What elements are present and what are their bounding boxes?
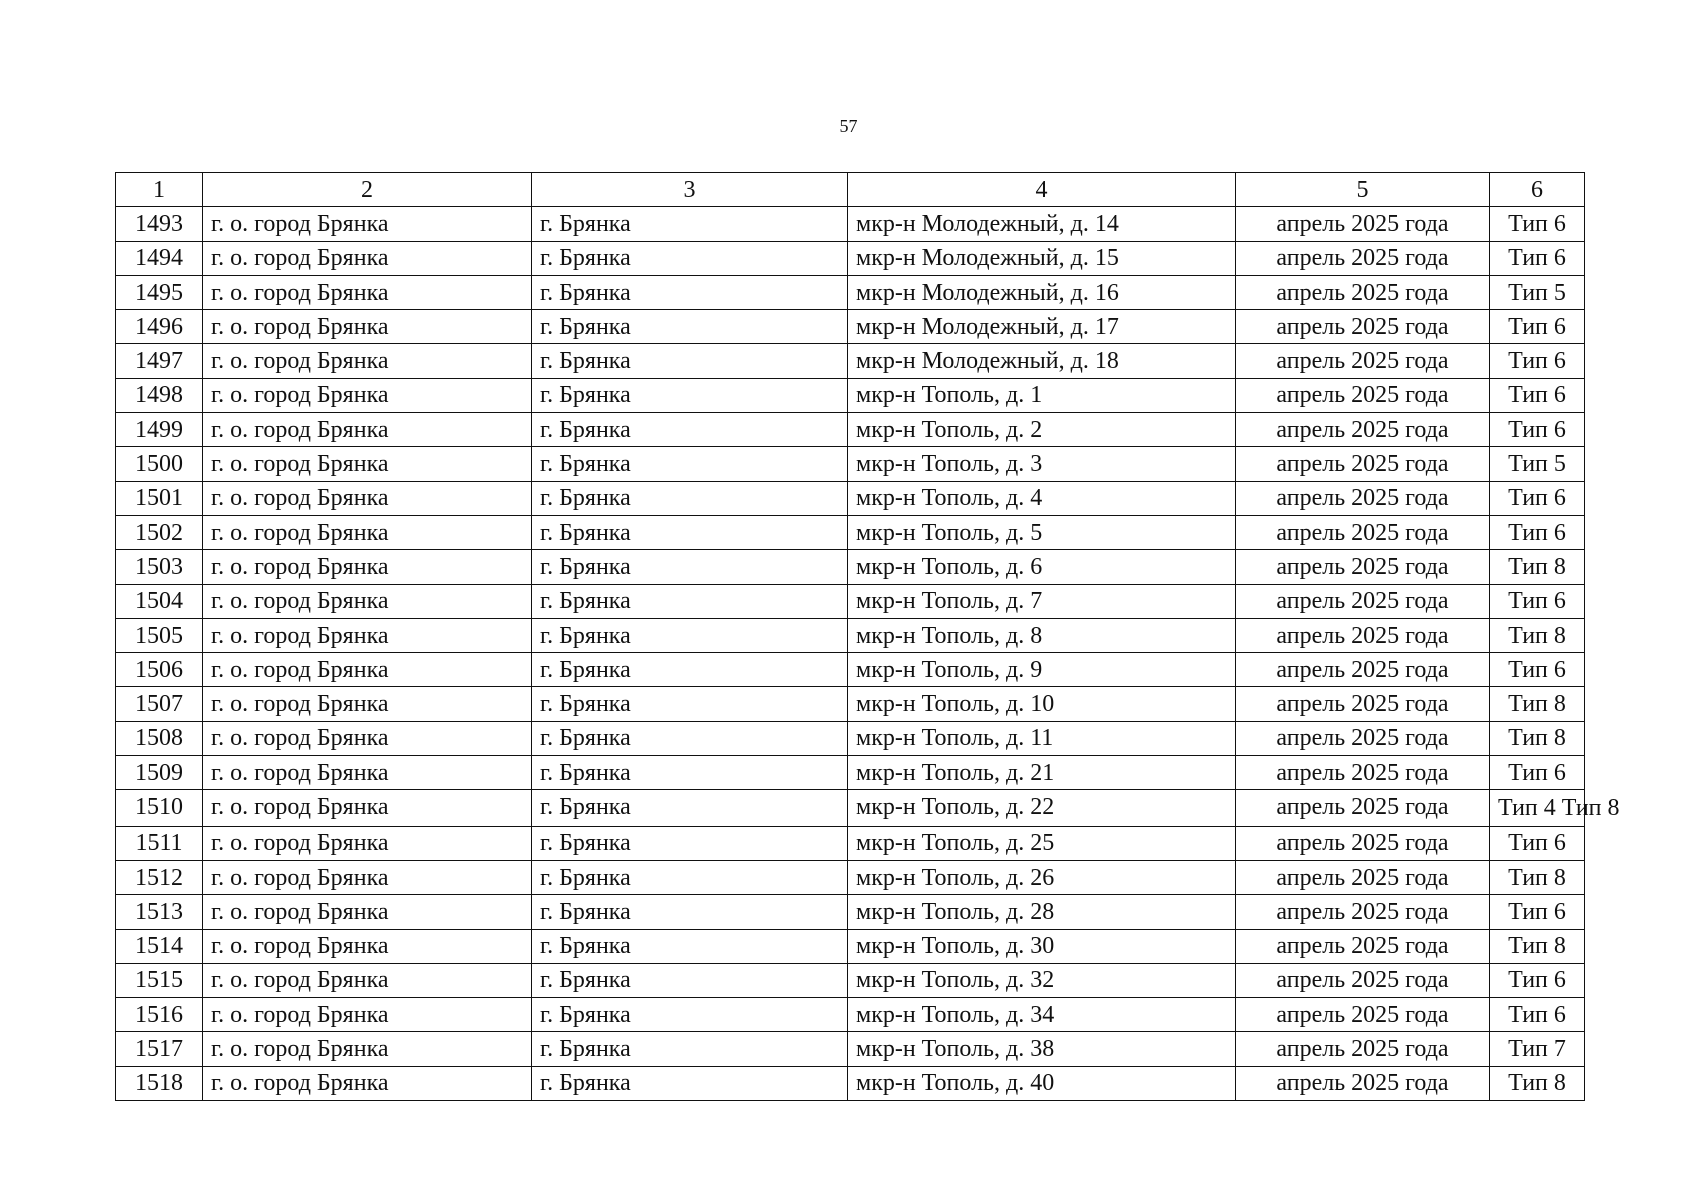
address-cell: мкр-н Тополь, д. 9 (848, 653, 1236, 687)
locality-cell: г. Брянка (532, 481, 848, 515)
period-cell: апрель 2025 года (1236, 344, 1490, 378)
column-header: 5 (1236, 173, 1490, 207)
address-cell: мкр-н Тополь, д. 10 (848, 687, 1236, 721)
period-cell: апрель 2025 года (1236, 687, 1490, 721)
locality-cell: г. Брянка (532, 447, 848, 481)
district-cell: г. о. город Брянка (203, 378, 532, 412)
district-cell: г. о. город Брянка (203, 584, 532, 618)
table-row (116, 310, 1585, 344)
table-row (116, 895, 1585, 929)
locality-cell: г. Брянка (532, 584, 848, 618)
district-cell: г. о. город Брянка (203, 310, 532, 344)
address-cell: мкр-н Тополь, д. 22 (848, 790, 1236, 826)
type-cell: Тип 6 (1490, 241, 1585, 275)
locality-cell: г. Брянка (532, 790, 848, 826)
type-cell: Тип 6 (1490, 756, 1585, 790)
table-row (116, 963, 1585, 997)
district-cell: г. о. город Брянка (203, 653, 532, 687)
locality-cell: г. Брянка (532, 756, 848, 790)
type-cell: Тип 8 (1490, 1066, 1585, 1100)
row-number-cell: 1495 (116, 275, 203, 309)
type-cell: Тип 6 (1490, 653, 1585, 687)
type-cell: Тип 6 (1490, 963, 1585, 997)
period-cell: апрель 2025 года (1236, 207, 1490, 241)
table-row (116, 653, 1585, 687)
locality-cell: г. Брянка (532, 687, 848, 721)
address-cell: мкр-н Тополь, д. 40 (848, 1066, 1236, 1100)
district-cell: г. о. город Брянка (203, 447, 532, 481)
type-cell: Тип 6 (1490, 584, 1585, 618)
type-cell: Тип 6 (1490, 998, 1585, 1032)
row-number-cell: 1500 (116, 447, 203, 481)
locality-cell: г. Брянка (532, 618, 848, 652)
district-cell: г. о. город Брянка (203, 687, 532, 721)
address-cell: мкр-н Тополь, д. 3 (848, 447, 1236, 481)
table-row (116, 687, 1585, 721)
locality-cell: г. Брянка (532, 310, 848, 344)
table-row (116, 481, 1585, 515)
header-row (116, 173, 1585, 207)
address-cell: мкр-н Тополь, д. 28 (848, 895, 1236, 929)
district-cell: г. о. город Брянка (203, 998, 532, 1032)
type-cell: Тип 8 (1490, 860, 1585, 894)
row-number-cell: 1504 (116, 584, 203, 618)
type-cell: Тип 6 (1490, 826, 1585, 860)
table-row (116, 344, 1585, 378)
address-cell: мкр-н Тополь, д. 25 (848, 826, 1236, 860)
row-number-cell: 1510 (116, 790, 203, 826)
district-cell: г. о. город Брянка (203, 515, 532, 549)
period-cell: апрель 2025 года (1236, 998, 1490, 1032)
data-table (115, 172, 1620, 1101)
period-cell: апрель 2025 года (1236, 756, 1490, 790)
period-cell: апрель 2025 года (1236, 721, 1490, 755)
table-row (116, 1032, 1585, 1066)
type-cell: Тип 8 (1490, 550, 1585, 584)
district-cell: г. о. город Брянка (203, 550, 532, 584)
table-row (116, 550, 1585, 584)
district-cell: г. о. город Брянка (203, 860, 532, 894)
locality-cell: г. Брянка (532, 241, 848, 275)
district-cell: г. о. город Брянка (203, 721, 532, 755)
address-cell: мкр-н Тополь, д. 7 (848, 584, 1236, 618)
period-cell: апрель 2025 года (1236, 378, 1490, 412)
type-cell: Тип 8 (1490, 618, 1585, 652)
district-cell: г. о. город Брянка (203, 963, 532, 997)
locality-cell: г. Брянка (532, 1032, 848, 1066)
period-cell: апрель 2025 года (1236, 618, 1490, 652)
period-cell: апрель 2025 года (1236, 275, 1490, 309)
locality-cell: г. Брянка (532, 860, 848, 894)
column-header: 4 (848, 173, 1236, 207)
district-cell: г. о. город Брянка (203, 344, 532, 378)
row-number-cell: 1503 (116, 550, 203, 584)
locality-cell: г. Брянка (532, 344, 848, 378)
type-cell: Тип 8 (1490, 721, 1585, 755)
table-row (116, 929, 1585, 963)
address-cell: мкр-н Тополь, д. 30 (848, 929, 1236, 963)
district-cell: г. о. город Брянка (203, 481, 532, 515)
row-number-cell: 1508 (116, 721, 203, 755)
locality-cell: г. Брянка (532, 826, 848, 860)
type-cell: Тип 6 (1490, 895, 1585, 929)
table-row (116, 378, 1585, 412)
column-header: 1 (116, 173, 203, 207)
address-cell: мкр-н Тополь, д. 8 (848, 618, 1236, 652)
type-cell: Тип 6 (1490, 481, 1585, 515)
row-number-cell: 1497 (116, 344, 203, 378)
table-row (116, 618, 1585, 652)
locality-cell: г. Брянка (532, 207, 848, 241)
address-cell: мкр-н Молодежный, д. 17 (848, 310, 1236, 344)
row-number-cell: 1493 (116, 207, 203, 241)
type-cell: Тип 5 (1490, 447, 1585, 481)
address-cell: мкр-н Молодежный, д. 16 (848, 275, 1236, 309)
period-cell: апрель 2025 года (1236, 447, 1490, 481)
address-cell: мкр-н Тополь, д. 2 (848, 413, 1236, 447)
locality-cell: г. Брянка (532, 653, 848, 687)
row-number-cell: 1511 (116, 826, 203, 860)
row-number-cell: 1513 (116, 895, 203, 929)
locality-cell: г. Брянка (532, 515, 848, 549)
period-cell: апрель 2025 года (1236, 790, 1490, 826)
period-cell: апрель 2025 года (1236, 860, 1490, 894)
row-number-cell: 1498 (116, 378, 203, 412)
locality-cell: г. Брянка (532, 721, 848, 755)
table-row (116, 275, 1585, 309)
district-cell: г. о. город Брянка (203, 1066, 532, 1100)
table-row (116, 1066, 1585, 1100)
row-number-cell: 1502 (116, 515, 203, 549)
row-number-cell: 1512 (116, 860, 203, 894)
type-cell: Тип 5 (1490, 275, 1585, 309)
locality-cell: г. Брянка (532, 929, 848, 963)
table-row (116, 447, 1585, 481)
row-number-cell: 1517 (116, 1032, 203, 1066)
address-cell: мкр-н Тополь, д. 5 (848, 515, 1236, 549)
locality-cell: г. Брянка (532, 275, 848, 309)
type-cell: Тип 6 (1490, 413, 1585, 447)
type-cell: Тип 4 Тип 8 (1490, 790, 1585, 826)
period-cell: апрель 2025 года (1236, 826, 1490, 860)
table-row (116, 860, 1585, 894)
district-cell: г. о. город Брянка (203, 413, 532, 447)
table-row (116, 756, 1585, 790)
period-cell: апрель 2025 года (1236, 481, 1490, 515)
table-row (116, 413, 1585, 447)
row-number-cell: 1494 (116, 241, 203, 275)
row-number-cell: 1499 (116, 413, 203, 447)
district-cell: г. о. город Брянка (203, 1032, 532, 1066)
address-cell: мкр-н Молодежный, д. 18 (848, 344, 1236, 378)
district-cell: г. о. город Брянка (203, 618, 532, 652)
type-cell: Тип 6 (1490, 310, 1585, 344)
district-cell: г. о. город Брянка (203, 275, 532, 309)
locality-cell: г. Брянка (532, 895, 848, 929)
address-cell: мкр-н Тополь, д. 26 (848, 860, 1236, 894)
row-number-cell: 1518 (116, 1066, 203, 1100)
address-cell: мкр-н Молодежный, д. 14 (848, 207, 1236, 241)
type-cell: Тип 6 (1490, 344, 1585, 378)
address-cell: мкр-н Молодежный, д. 15 (848, 241, 1236, 275)
district-cell: г. о. город Брянка (203, 895, 532, 929)
address-cell: мкр-н Тополь, д. 32 (848, 963, 1236, 997)
address-cell: мкр-н Тополь, д. 4 (848, 481, 1236, 515)
type-cell: Тип 6 (1490, 378, 1585, 412)
row-number-cell: 1501 (116, 481, 203, 515)
address-cell: мкр-н Тополь, д. 34 (848, 998, 1236, 1032)
period-cell: апрель 2025 года (1236, 963, 1490, 997)
period-cell: апрель 2025 года (1236, 310, 1490, 344)
type-cell: Тип 7 (1490, 1032, 1585, 1066)
table-row (116, 241, 1585, 275)
period-cell: апрель 2025 года (1236, 895, 1490, 929)
column-header: 3 (532, 173, 848, 207)
page-number: 57 (839, 116, 858, 136)
locality-cell: г. Брянка (532, 550, 848, 584)
row-number-cell: 1507 (116, 687, 203, 721)
type-cell: Тип 6 (1490, 207, 1585, 241)
type-cell: Тип 8 (1490, 687, 1585, 721)
district-cell: г. о. город Брянка (203, 929, 532, 963)
address-cell: мкр-н Тополь, д. 38 (848, 1032, 1236, 1066)
period-cell: апрель 2025 года (1236, 550, 1490, 584)
period-cell: апрель 2025 года (1236, 413, 1490, 447)
locality-cell: г. Брянка (532, 963, 848, 997)
address-cell: мкр-н Тополь, д. 6 (848, 550, 1236, 584)
table-row (116, 207, 1585, 241)
district-cell: г. о. город Брянка (203, 756, 532, 790)
table-row (116, 826, 1585, 860)
locality-cell: г. Брянка (532, 998, 848, 1032)
table-row (116, 584, 1585, 618)
row-number-cell: 1506 (116, 653, 203, 687)
row-number-cell: 1505 (116, 618, 203, 652)
address-cell: мкр-н Тополь, д. 1 (848, 378, 1236, 412)
address-cell: мкр-н Тополь, д. 21 (848, 756, 1236, 790)
table-body (116, 207, 1620, 1101)
column-header: 6 (1490, 173, 1585, 207)
table-row (116, 790, 1585, 826)
period-cell: апрель 2025 года (1236, 1066, 1490, 1100)
table-row (116, 515, 1585, 549)
address-cell: мкр-н Тополь, д. 11 (848, 721, 1236, 755)
district-cell: г. о. город Брянка (203, 790, 532, 826)
district-cell: г. о. город Брянка (203, 241, 532, 275)
locality-cell: г. Брянка (532, 1066, 848, 1100)
type-cell: Тип 8 (1490, 929, 1585, 963)
row-number-cell: 1509 (116, 756, 203, 790)
row-number-cell: 1515 (116, 963, 203, 997)
row-number-cell: 1496 (116, 310, 203, 344)
period-cell: апрель 2025 года (1236, 515, 1490, 549)
period-cell: апрель 2025 года (1236, 1032, 1490, 1066)
district-cell: г. о. город Брянка (203, 826, 532, 860)
period-cell: апрель 2025 года (1236, 929, 1490, 963)
type-cell: Тип 6 (1490, 515, 1585, 549)
column-header: 2 (203, 173, 532, 207)
row-number-cell: 1516 (116, 998, 203, 1032)
period-cell: апрель 2025 года (1236, 653, 1490, 687)
row-number-cell: 1514 (116, 929, 203, 963)
period-cell: апрель 2025 года (1236, 241, 1490, 275)
locality-cell: г. Брянка (532, 413, 848, 447)
table-row (116, 721, 1585, 755)
district-cell: г. о. город Брянка (203, 207, 532, 241)
locality-cell: г. Брянка (532, 378, 848, 412)
table-row (116, 998, 1585, 1032)
period-cell: апрель 2025 года (1236, 584, 1490, 618)
